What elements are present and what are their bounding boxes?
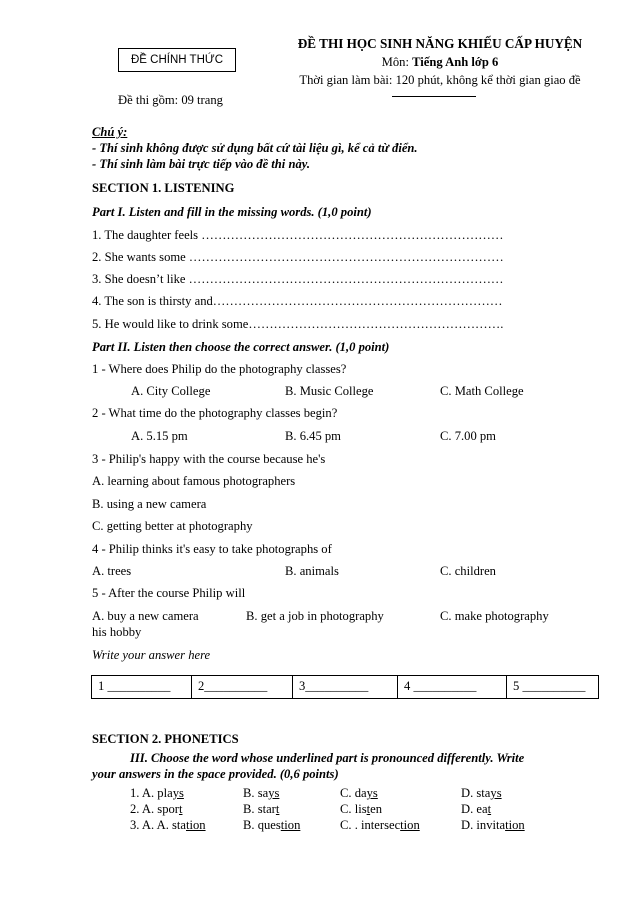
phonetic-q2-d-underlined: t (487, 802, 492, 816)
part-2-title: Part II. Listen then choose the correct answer. (1,0 point) (92, 340, 390, 354)
fill-item-5: 5. He would like to drink some……………………………………………………. (92, 317, 504, 331)
answer-cell-2[interactable]: 2__________ (192, 676, 293, 698)
answer-cell-5[interactable]: 5 __________ (513, 679, 586, 693)
phonetic-q2-c-suffix: en (370, 802, 382, 816)
header-divider (392, 96, 476, 97)
phonetic-q1-c-text: C. da (340, 786, 367, 800)
phonetic-q1-a-underlined: ys (172, 786, 184, 800)
note-line-1: - Thí sinh không được sử dụng bất cứ tài liệu gì, kể cả từ điển. (92, 141, 418, 155)
q1-option-b: B. Music College (285, 384, 374, 398)
q4-option-a: A. trees (92, 564, 132, 578)
phonetic-q1-a (130, 786, 184, 801)
q1-option-c: C. Math College (440, 384, 524, 398)
q5-option-a: A. buy a new camera (92, 609, 199, 623)
phonetic-q2-c-text: C. lis (340, 802, 367, 816)
phonetic-q3-d-underlined: tion (505, 818, 525, 832)
phonetics-instruction-1: III. Choose the word whose underlined part is pronounced differently. Write (130, 751, 525, 765)
phonetic-q1-b-underlined: ys (268, 786, 280, 800)
q1-option-a: A. City College (131, 384, 211, 398)
section-2-title: SECTION 2. PHONETICS (92, 732, 239, 746)
phonetic-q2-d-text: D. ea (461, 802, 488, 816)
phonetic-q2-a-text: 2. A. spor (130, 802, 179, 816)
phonetic-q2-c (340, 802, 382, 817)
answer-cell-1[interactable]: 1 __________ (92, 676, 192, 698)
phonetic-q3-a-text: 3. A. A. sta (130, 818, 186, 832)
phonetic-q2-b-underlined: t (275, 802, 280, 816)
fill-item-3: 3. She doesn’t like ………………………………………………………………… (92, 272, 504, 286)
note-line-2: - Thí sinh làm bài trực tiếp vào đề thi này. (92, 157, 311, 171)
exam-title: ĐỀ THI HỌC SINH NĂNG KHIẾU CẤP HUYỆN (297, 36, 583, 51)
phonetic-q3-d (461, 818, 525, 833)
phonetic-q3-b-text: B. ques (243, 818, 281, 832)
q5-option-c-wrap: his hobby (92, 625, 142, 639)
answer-table (91, 675, 599, 699)
phonetic-q1-a-text: 1. A. pla (130, 786, 173, 800)
note-title: Chú ý: (92, 125, 128, 139)
question-1: 1 - Where does Philip do the photography classes? (92, 362, 347, 376)
q2-option-a: A. 5.15 pm (131, 429, 188, 443)
phonetic-q3-a-underlined: tion (185, 818, 206, 832)
phonetic-q3-c-underlined: tion (400, 818, 420, 832)
q5-option-b: B. get a job in photography (246, 609, 384, 623)
phonetic-q3-a (130, 818, 206, 833)
subject-prefix: Môn: (381, 55, 413, 69)
q3-option-a: A. learning about famous photographers (92, 474, 296, 488)
phonetic-q2-a-underlined: t (178, 802, 183, 816)
phonetic-q3-c (340, 818, 420, 833)
question-2: 2 - What time do the photography classes begin? (92, 406, 338, 420)
question-3: 3 - Philip's happy with the course because he's (92, 452, 326, 466)
phonetic-q1-d (461, 786, 502, 801)
q3-option-b: B. using a new camera (92, 497, 207, 511)
phonetic-q3-b (243, 818, 300, 833)
fill-item-2: 2. She wants some ………………………………………………………………… (92, 250, 504, 264)
phonetic-q1-d-text: D. sta (461, 786, 491, 800)
page-count: Đề thi gồm: 09 trang (118, 93, 223, 107)
q4-option-c: C. children (440, 564, 496, 578)
phonetic-q2-b (243, 802, 279, 817)
q3-option-c: C. getting better at photography (92, 519, 253, 533)
phonetic-q1-c (340, 786, 378, 801)
fill-item-4: 4. The son is thirsty and…………………………………………………………… (92, 294, 503, 308)
q4-option-b: B. animals (285, 564, 339, 578)
question-5: 5 - After the course Philip will (92, 586, 246, 600)
q2-option-b: B. 6.45 pm (285, 429, 341, 443)
answer-cell-4[interactable]: 4 __________ (398, 676, 507, 698)
official-exam-label: ĐỀ CHÍNH THỨC (118, 48, 236, 72)
section-1-title: SECTION 1. LISTENING (92, 181, 235, 195)
phonetic-q1-d-underlined: ys (490, 786, 502, 800)
phonetic-q1-b-text: B. sa (243, 786, 269, 800)
phonetic-q2-b-text: B. star (243, 802, 276, 816)
phonetic-q1-b (243, 786, 279, 801)
phonetic-q3-c-text: C. . intersec (340, 818, 401, 832)
write-answer-prompt: Write your answer here (92, 648, 211, 662)
phonetic-q3-d-text: D. invita (461, 818, 506, 832)
phonetics-instruction-2: your answers in the space provided. (0,6 points) (92, 767, 339, 781)
q2-option-c: C. 7.00 pm (440, 429, 496, 443)
exam-time: Thời gian làm bài: 120 phút, không kể thời gian giao đề (299, 73, 581, 87)
exam-subject (280, 55, 600, 70)
subject-name: Tiếng Anh lớp 6 (412, 55, 499, 69)
phonetic-q2-d (461, 802, 491, 817)
phonetic-q2-c-underlined: t (366, 802, 371, 816)
phonetic-q2-a (130, 802, 182, 817)
phonetic-q1-c-underlined: ys (366, 786, 378, 800)
q5-option-c: C. make photography (440, 609, 549, 623)
question-4: 4 - Philip thinks it's easy to take photographs of (92, 542, 332, 556)
answer-cell-3[interactable]: 3__________ (293, 676, 398, 698)
fill-item-1: 1. The daughter feels ……………………………………………………………… (92, 228, 504, 242)
phonetic-q3-b-underlined: tion (280, 818, 301, 832)
part-1-title: Part I. Listen and fill in the missing words. (1,0 point) (92, 205, 372, 219)
